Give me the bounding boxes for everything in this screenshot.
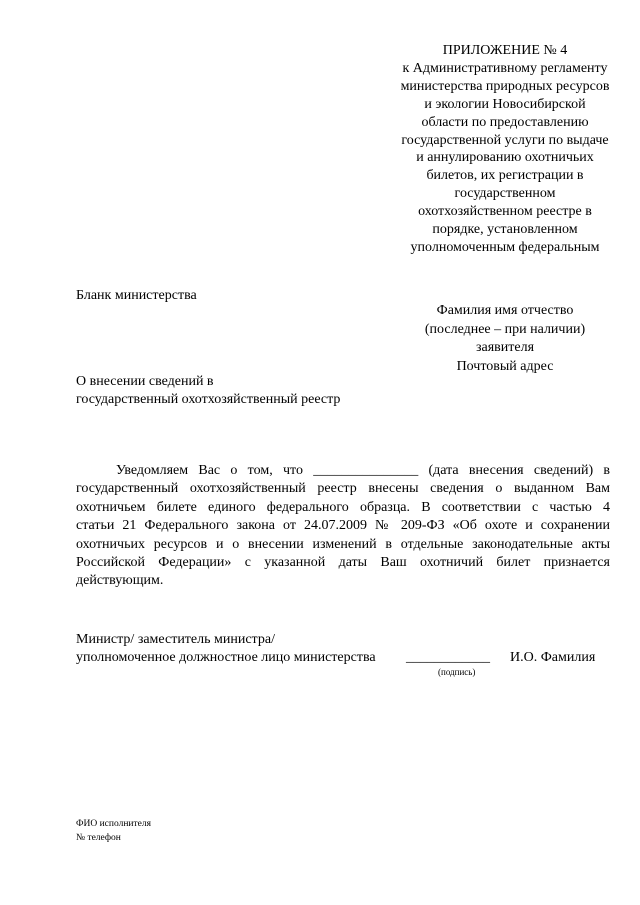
signature-block	[76, 631, 616, 677]
letterhead-label: Бланк министерства	[76, 288, 197, 303]
executor-name: ФИО исполнителя	[76, 819, 151, 829]
body-line: статьи 21 Федерального закона от 24.07.2009 № 209-ФЗ «Об охоте и сохранении	[76, 518, 610, 534]
body-line: государственный охотхозяйственный реестр внесены сведения о выданном Вам	[76, 481, 610, 497]
subject-block	[76, 373, 340, 408]
body-line: Уведомляем Вас о том, что _______________ (дата внесения сведений) в	[116, 463, 610, 478]
appendix-line: и аннулированию охотничьих	[416, 150, 594, 166]
recipient-line: (последнее – при наличии)	[424, 321, 586, 337]
appendix-line: билетов, их регистрации в	[426, 168, 584, 184]
appendix-line: порядке, установленном	[432, 222, 578, 238]
recipient-line: заявителя	[475, 340, 535, 355]
recipient-line: Фамилия имя отчество	[436, 303, 574, 318]
executor-phone: № телефон	[76, 833, 121, 843]
recipient-line: Почтовый адрес	[456, 358, 554, 374]
subject-line: О внесении сведений в	[76, 374, 214, 389]
recipient-block	[380, 302, 630, 376]
appendix-line: министерства природных ресурсов	[400, 78, 610, 94]
appendix-line: и экологии Новосибирской	[424, 96, 586, 112]
body-line: охотничьих ресурсов и о внесении изменений в отдельные законодательные акты	[76, 536, 610, 552]
signatory-title: Министр/ заместитель министра/	[76, 632, 275, 647]
signature-blank: ____________	[406, 650, 490, 665]
signature-hint: (подпись)	[438, 667, 476, 677]
subject-line: государственный охотхозяйственный реестр	[76, 391, 341, 407]
signature-row	[76, 649, 616, 667]
appendix-line: уполномоченным федеральным	[410, 239, 600, 255]
body-line: действующим.	[76, 573, 164, 589]
appendix-line: охотхозяйственном реестре в	[418, 204, 592, 220]
notification-body	[76, 462, 610, 591]
appendix-line: государственном	[454, 186, 556, 202]
body-line: Российской Федерации» с указанной даты Ваш охотничий билет признается	[76, 555, 610, 571]
appendix-line: к Административному регламенту	[402, 60, 608, 76]
body-line: охотничьем билете единого федерального образца. В соответствии с частью 4	[76, 499, 610, 515]
executor-block	[76, 817, 151, 845]
appendix-line: государственной услуги по выдаче	[401, 132, 609, 148]
appendix-header	[374, 42, 636, 257]
signatory-position: уполномоченное должностное лицо министерства	[76, 650, 376, 665]
signatory-name: И.О. Фамилия	[510, 650, 596, 665]
appendix-line: области по предоставлению	[421, 114, 589, 130]
appendix-line: ПРИЛОЖЕНИЕ № 4	[442, 43, 568, 58]
